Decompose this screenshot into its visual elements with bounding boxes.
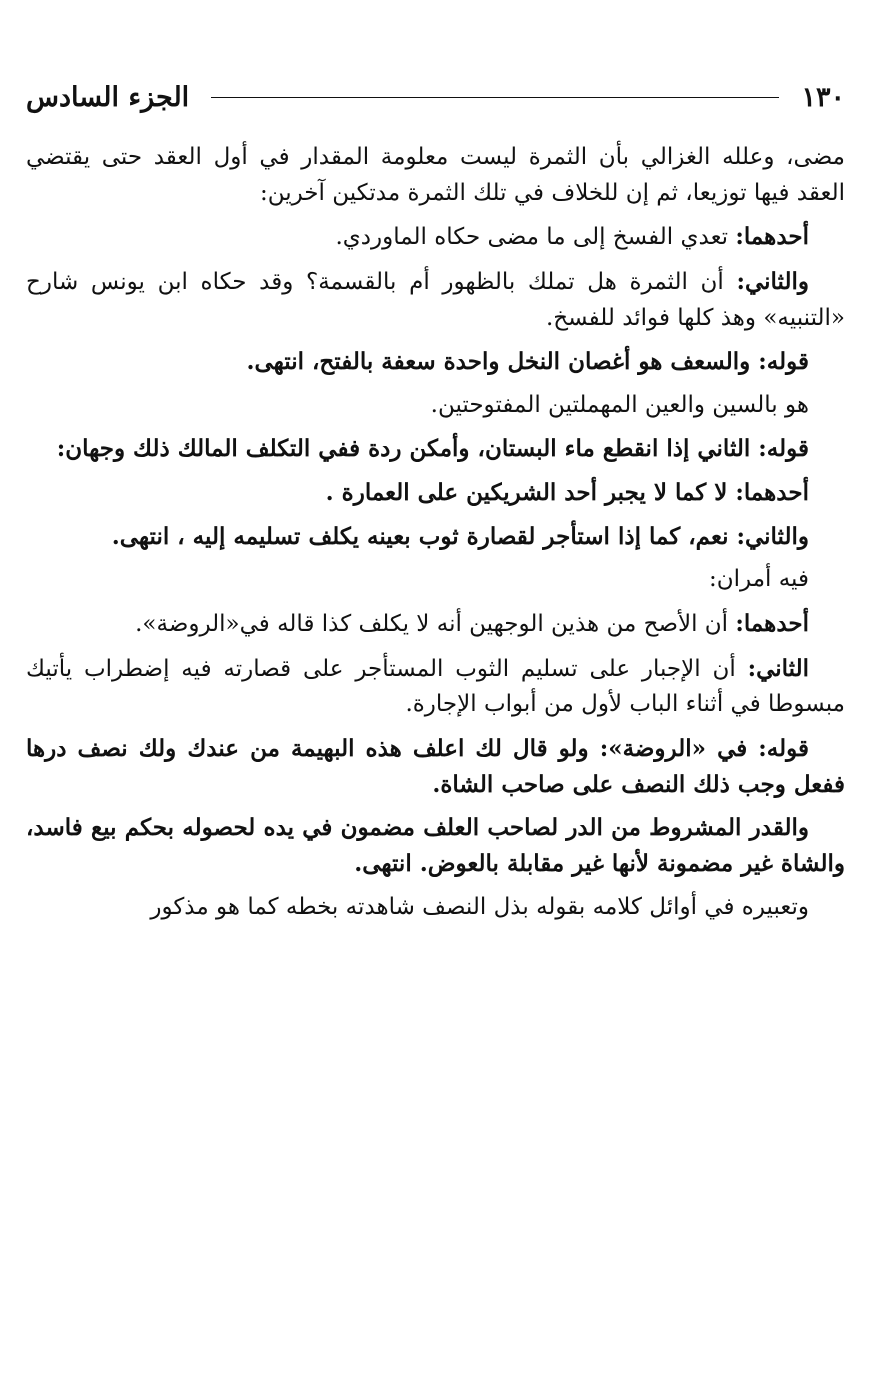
page-number: ١٣٠ xyxy=(801,81,845,113)
paragraph-text: أن الإجبار على تسليم الثوب المستأجر على قصارته فيه إضطراب يأتيك مبسوطا في أثناء الباب لأول من أبواب الإجارة. xyxy=(26,655,845,718)
paragraph xyxy=(26,344,845,380)
paragraph-text: مضى، وعلله الغزالي بأن الثمرة ليست معلومة المقدار في أول العقد حتى يقتضي العقد فيها توزيعا، ثم إن للخلاف في تلك الثمرة مدتكين آخرين: xyxy=(26,144,845,206)
page-header xyxy=(26,80,845,114)
paragraph-text: أن الثمرة هل تملك بالظهور أم بالقسمة؟ وقد حكاه ابن يونس شارح «التنبيه» وهذ كلها فوائد للفسخ. xyxy=(26,268,845,331)
header-rule xyxy=(211,97,779,98)
paragraph xyxy=(26,431,845,467)
paragraph xyxy=(26,519,845,555)
paragraph-lead: الثاني: xyxy=(747,654,809,682)
paragraph-lead: والثاني: نعم، كما إذا استأجر لقصارة ثوب بعينه يكلف تسليمه إليه ، انتهى. xyxy=(111,522,809,550)
paragraph-text: هو بالسين والعين المهملتين المفتوحتين. xyxy=(430,391,809,418)
paragraph-text: فيه أمران: xyxy=(708,566,809,593)
paragraph xyxy=(26,890,845,926)
paragraph-lead: والثاني: xyxy=(736,267,809,295)
paragraph xyxy=(26,140,845,211)
paragraph-lead: قوله: في «الروضة»: ولو قال لك اعلف هذه البهيمة من عندك ولك نصف درها ففعل وجب ذلك النصف على صاحب الشاة. xyxy=(26,734,845,798)
paragraph-lead: أحدهما: xyxy=(735,223,809,251)
paragraph xyxy=(26,651,845,723)
paragraph xyxy=(26,264,845,336)
paragraph-text: وتعبيره في أوائل كلامه بقوله بذل النصف شاهدته بخطه كما هو مذكور xyxy=(150,893,809,920)
paragraph xyxy=(26,219,845,256)
paragraph xyxy=(26,388,845,424)
paragraph-lead: قوله: الثاني إذا انقطع ماء البستان، وأمكن ردة ففي التكلف المالك ذلك وجهان: xyxy=(56,435,809,463)
paragraph xyxy=(26,562,845,598)
paragraph xyxy=(26,606,845,643)
paragraph xyxy=(26,731,845,802)
paragraph-lead: أحدهما: xyxy=(735,610,809,638)
part-title: الجزء السادس xyxy=(26,81,190,113)
paragraph-text: تعدي الفسخ إلى ما مضى حكاه الماوردي. xyxy=(335,224,736,251)
paragraph xyxy=(26,475,845,511)
paragraph-lead: والقدر المشروط من الدر لصاحب العلف مضمون في يده لحصوله بحكم بيع فاسد، والشاة غير مضمونة لأنها غير مقابلة بالعوض. انتهى. xyxy=(26,814,845,877)
paragraph-text: أن الأصح من هذين الوجهين أنه لا يكلف كذا قاله في«الروضة». xyxy=(135,611,736,638)
paragraph-lead: قوله: والسعف هو أغصان النخل واحدة سعفة بالفتح، انتهى. xyxy=(246,348,809,376)
paragraph xyxy=(26,810,845,881)
page-body xyxy=(26,140,845,933)
paragraph-lead: أحدهما: لا كما لا يجبر أحد الشريكين على العمارة . xyxy=(325,479,809,507)
